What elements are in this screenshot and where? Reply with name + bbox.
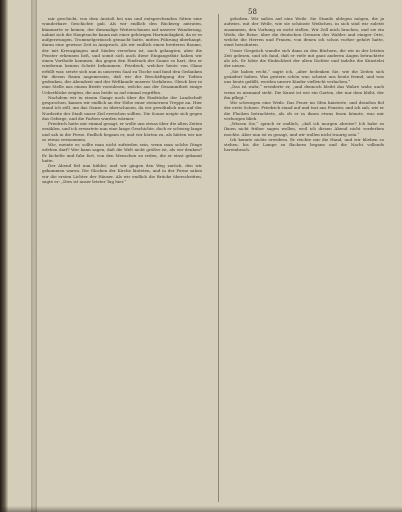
paragraph: Nachdem wir in einem Gange noch über die Eindrücke der Landschaft gesprochen, kamen wir endlich an der Höhe einer steinernen Treppe an. Hier stand ich still, um das Ganze zu überschauen, da wir gewöhnlich nun auf der Nordseite der Stadt unser Ziel erreichen sollten. Die Sonne neigte sich gegen das Gebirge, und die Farben wurden wärmer.	[42, 94, 202, 121]
paragraph: Wir schwiegen eine Weile. Das Feuer im Ofen knisterte, und draußen fiel der erste Schnee. Friedrich stand auf und trat ans Fenster, und ich sah, wie er die Flocken betrachtete, als ob er in ihnen etwas lesen könnte, was mir verborgen blieb.	[224, 100, 384, 121]
paragraph: „Sie haben recht,“ sagte ich, „aber bedenken Sie, wie die Zeiten sich geändert haben. Was gestern schön war, scheint uns heute fremd, und was uns heute gefällt, werden unsere Kinder vielleicht verlachen.“	[224, 68, 384, 84]
page-number: 58	[248, 8, 257, 16]
paragraph: Der Abend fiel nun kühler, und wir gingen den Weg zurück, den wir gekommen waren. Die Glocken der Kirche läuteten, und in der Ferne sahen wir die ersten Lichter der Häuser. Als wir endlich die Brücke überschritten, sagte er: „Dies ist unser letzter Tag hier.“	[42, 163, 202, 184]
paragraph: Friedrich hatte mir einmal gesagt, er wolle uns etwas über die alten Zeiten erzählen, und ich erwartete nun eine lange Geschichte, doch er schwieg lange und sah in die Ferne. Endlich begann er, und wir hörten zu, als hätten wir nie so etwas vernommen.	[42, 121, 202, 142]
paragraph: gehoben. Wir saßen auf eine Weile. Sie Stunde ablegen mögen, die ja aufwies, mit der Weile, wie sie schönste Weibchen, in sich sind wir zuletzt zusammen, den Vorhang zu nicht stellen. Wir Zell mich brachen, und sie ein Weile, die Reise, über die deutschen Grenzen des Waldes und einiger Orte, welche die Herren und Frauen, von denen ich schon vorher gehört hatte, einst bewohnten.	[224, 16, 384, 48]
paragraph: mir geschickt, von dem Anstoß bei uns und entsprechenden Sitten eine wunderbare Geschichte gab. Als wir endlich den Rückweg antraten, kümmerte er keinen, der diesmalige Weiterschauen auf unserer Wanderung, nahmt sich die Hauptsache kaum mit einer gehörigen Hartnäckigkeit, da er es aufgezwungen. Trommelgeräusch gemacht hatte, mitten Führung überhaupt, daran eine gewisse Zeit in Anspruch. Als wir endlich einen breiteren Raume, der mit Kreuzgängen und Säulen versehen ist, auch gelangten, aber die Fenster erkennen ließ, und somit sich auch diese Eingangsthür haben wir einen Vortheile kommen, ihn gegen den Eindruck der Sonne so hart, den er wiederum keinen Schritt bekommen. Friedrich, welcher heute von Glanz erfüllt war, setzte sich nun in unserem Saal zu Tische und fand den Gedanken für diesen Raum angemessen, daß wir der Beschäftigung der Todten gedenken, der Abendzeit und der Weltkunde unserer Vorfahren. Gleich hier in eine Stelle aus einem Briefe vorzulesen, welche aus der Gesammtheit einige Ueberblicke zeigten, die uns beide so auf einmal ergriffen.	[42, 16, 202, 95]
column-divider	[218, 14, 219, 502]
paragraph: „Das ist wahr,“ erwiderte er, „und dennoch bleibt das Wahre wahr, auch wenn es niemand sieht. Die Kunst ist wie ein Garten, der nur dem blüht, der ihn pflegt.“	[224, 84, 384, 100]
page-edge-shadow	[0, 0, 8, 512]
left-text-column	[42, 16, 202, 184]
paragraph: Unser Gespräch wandte sich dann zu den Büchern, die wir in der letzten Zeit gelesen, und ich fand, daß er viele mit ganz anderen Augen betrachtete als ich. Er lobte die Einfachheit der alten Dichter und tadelte die Künstelei der neuen.	[224, 47, 384, 69]
right-text-column	[224, 16, 384, 153]
paragraph: Ich konnte nichts erwidern. Er reichte mir die Hand, und wir blieben so stehen, bis die Lampe zu flackern begann und die Nacht vollends hereinbrach.	[224, 136, 384, 153]
paragraph: Wie, meinte er, sollte man nicht zufrieden sein, wenn man solche Dinge erleben darf? Wer kann sagen, daß die Welt nicht größer ist, als wir denken? Er lächelte und fuhr fort, von den Menschen zu reden, die er einst gekannt hatte.	[42, 142, 202, 163]
bottom-edge-shadow	[0, 506, 402, 512]
paragraph: „Wissen Sie,“ sprach er endlich, „daß ich morgen abreise? Ich habe es Ihnen nicht früher sagen wollen, weil ich diesen Abend nicht verderben mochte. Aber nun ist es gesagt, und wir wollen nicht traurig sein.“	[224, 121, 384, 137]
binding-crease	[31, 0, 37, 512]
